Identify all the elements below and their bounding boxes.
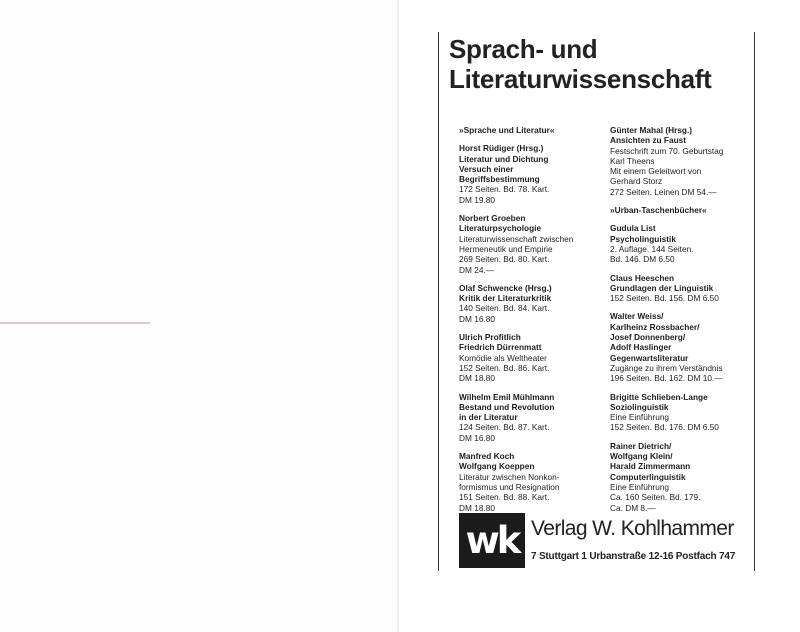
book-author: Claus Heeschen bbox=[610, 272, 675, 283]
book-entry bbox=[459, 283, 599, 324]
book-detail-line: Eine Einführung bbox=[610, 412, 670, 423]
book-title-line: Literatur und Dichtung bbox=[459, 153, 549, 164]
pink-highlight-mark bbox=[0, 322, 150, 324]
book-detail-line: Karl Theens bbox=[610, 155, 655, 166]
book-entry bbox=[459, 392, 599, 443]
book-detail-line: 2. Auflage. 144 Seiten. bbox=[610, 243, 694, 254]
book-detail-line: Mit einem Geleitwort von bbox=[610, 166, 702, 177]
book-author: Wilhelm Emil Mühlmann bbox=[459, 391, 555, 402]
book-detail-line: Festschrift zum 70. Geburtstag bbox=[610, 145, 724, 156]
book-author: Brigitte Schlieben-Lange bbox=[610, 391, 708, 402]
book-detail-line: DM 16.80 bbox=[459, 432, 495, 443]
book-title-line: Adolf Haslinger bbox=[610, 342, 672, 353]
book-title-line: Versuch einer bbox=[459, 163, 514, 174]
book-entry bbox=[610, 311, 755, 383]
book-author: Manfred Koch bbox=[459, 451, 515, 462]
logo-text: wk bbox=[465, 519, 519, 562]
book-title-line: Wolfgang Koeppen bbox=[459, 461, 535, 472]
book-detail-line: formismus und Resignation bbox=[459, 481, 560, 492]
page-fold bbox=[397, 0, 399, 632]
book-detail-line: 272 Seiten. Leinen DM 54.— bbox=[610, 186, 717, 197]
book-detail-line: Zugänge zu ihrem Verständnis bbox=[610, 362, 723, 373]
book-title-line: Computerlinguistik bbox=[610, 471, 686, 482]
book-entry bbox=[610, 125, 755, 197]
book-detail-line: Hermeneutik und Empirie bbox=[459, 243, 553, 254]
series-title: »Sprache und Literatur« bbox=[459, 125, 555, 135]
book-author: Norbert Groeben bbox=[459, 213, 526, 224]
book-author: Ulrich Profitlich bbox=[459, 332, 521, 343]
book-detail-line: 152 Seiten. Bd. 156. DM 6.50 bbox=[610, 293, 719, 304]
book-detail-line: 140 Seiten. Bd. 84. Kart. bbox=[459, 303, 550, 314]
book-title-line: Kritik der Literaturkritik bbox=[459, 293, 552, 304]
headline-line-1: Sprach- und bbox=[449, 34, 598, 64]
book-title-line: Begriffsbestimmung bbox=[459, 174, 540, 185]
book-detail-line: 152 Seiten. Bd. 176. DM 6.50 bbox=[610, 422, 719, 433]
book-author: Günter Mahal (Hrsg.) bbox=[610, 125, 693, 135]
book-title-line: Bestand und Revolution bbox=[459, 401, 555, 412]
book-detail-line: Bd. 146. DM 6.50 bbox=[610, 254, 675, 265]
book-detail-line: Komödie als Weltheater bbox=[459, 352, 547, 363]
book-detail-line: DM 24.— bbox=[459, 264, 495, 275]
book-author: Rainer Dietrich/ bbox=[610, 440, 672, 451]
book-detail-line: 152 Seiten. Bd. 86. Kart. bbox=[459, 362, 550, 373]
book-author: Walter Weiss/ bbox=[610, 311, 664, 322]
book-author: Olaf Schwencke (Hrsg.) bbox=[459, 282, 552, 293]
book-detail-line: Literaturwissenschaft zwischen bbox=[459, 233, 574, 244]
book-title-line: Gegenwartsliteratur bbox=[610, 352, 689, 363]
book-title-line: Ansichten zu Faust bbox=[610, 135, 687, 146]
book-title-line: in der Literatur bbox=[459, 412, 518, 423]
left-column bbox=[459, 125, 599, 521]
publisher-name: Verlag W. Kohlhammer bbox=[531, 517, 734, 540]
headline bbox=[449, 34, 711, 94]
book-title-line: Psycholinguistik bbox=[610, 233, 676, 244]
book-detail-line: 196 Seiten. Bd. 162. DM 10.— bbox=[610, 373, 723, 384]
book-title-line: Josef Donnenberg/ bbox=[610, 332, 686, 343]
book-entry bbox=[610, 441, 755, 513]
publisher-block bbox=[459, 513, 749, 571]
book-title-line: Literaturpsychologie bbox=[459, 223, 542, 234]
book-title-line: Harald Zimmermann bbox=[610, 461, 691, 472]
book-entry bbox=[459, 451, 599, 513]
book-detail-line: DM 18.80 bbox=[459, 502, 495, 513]
book-title-line: Wolfgang Klein/ bbox=[610, 451, 673, 462]
book-detail-line: Ca. DM 8.— bbox=[610, 502, 656, 513]
publisher-address: 7 Stuttgart 1 Urbanstraße 12-16 Postfach 747 bbox=[531, 551, 736, 562]
book-detail-line: 172 Seiten. Bd. 78. Kart. bbox=[459, 184, 550, 195]
book-detail-line: DM 16.80 bbox=[459, 313, 495, 324]
book-title-line: Soziolinguistik bbox=[610, 401, 669, 412]
book-entry bbox=[610, 273, 755, 304]
book-detail-line: DM 19.80 bbox=[459, 194, 495, 205]
book-entry bbox=[610, 223, 755, 264]
book-detail-line: Ca. 160 Seiten. Bd. 179. bbox=[610, 492, 701, 503]
book-entry bbox=[459, 213, 599, 275]
book-entry bbox=[459, 332, 599, 383]
advertisement-box bbox=[438, 32, 755, 571]
book-title-line: Karlheinz Rossbacher/ bbox=[610, 321, 700, 332]
book-detail-line: 151 Seiten. Bd. 88. Kart. bbox=[459, 492, 550, 503]
book-detail-line: Eine Einführung bbox=[610, 481, 670, 492]
book-title-line: Grundlagen der Linguistik bbox=[610, 282, 714, 293]
book-detail-line: Literatur zwischen Nonkon- bbox=[459, 471, 560, 482]
headline-line-2: Literaturwissenschaft bbox=[449, 64, 712, 94]
book-detail-line: Gerhard Storz bbox=[610, 176, 663, 187]
book-detail-line: 124 Seiten. Bd. 87. Kart. bbox=[459, 422, 550, 433]
right-column bbox=[610, 125, 755, 521]
book-entry bbox=[610, 392, 755, 433]
book-entry bbox=[459, 143, 599, 205]
book-author: Gudula List bbox=[610, 223, 656, 234]
series-title: »Urban-Taschenbücher« bbox=[610, 205, 707, 216]
book-detail-line: DM 18.80 bbox=[459, 373, 495, 384]
blank-left-page bbox=[0, 0, 398, 632]
publisher-logo bbox=[459, 513, 525, 568]
book-title-line: Friedrich Dürrenmatt bbox=[459, 342, 542, 353]
book-detail-line: 269 Seiten. Bd. 80. Kart. bbox=[459, 254, 550, 265]
book-author: Horst Rüdiger (Hrsg.) bbox=[459, 143, 544, 154]
